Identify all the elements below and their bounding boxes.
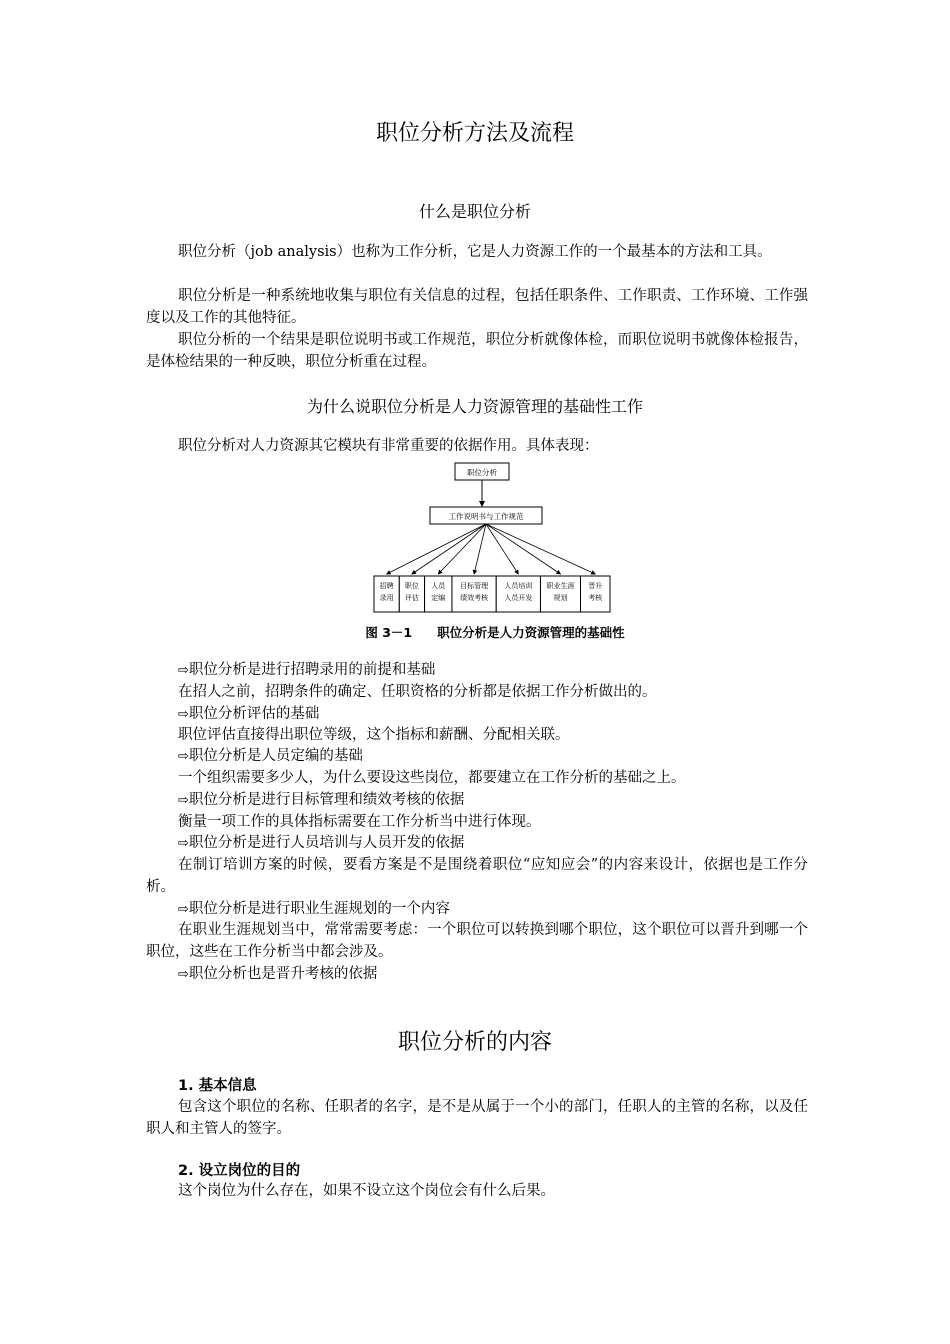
diagram-box-label: 招聘: [379, 582, 394, 590]
diagram-box-label: 规划: [553, 594, 568, 602]
diagram-bottom-boxes: [374, 576, 610, 612]
arrow-icon: ⇨: [178, 793, 189, 808]
arrow-icon: ⇨: [178, 902, 189, 917]
section-heading-content: 职位分析的内容: [397, 1030, 552, 1055]
diagram-box-label: 评估: [404, 594, 419, 602]
point-title: ⇨职位分析是人员定编的基础: [178, 748, 363, 764]
subsection-label: 2. 设立岗位的目的: [178, 1163, 301, 1179]
diagram-fan-arrows: [387, 524, 596, 574]
hr-foundation-diagram: [372, 462, 612, 614]
document-title: 职位分析方法及流程: [375, 121, 574, 146]
arrow-icon: ⇨: [178, 663, 189, 678]
diagram-box-label: 晋升: [588, 582, 603, 590]
paragraph: 职位分析对人力资源其它模块有非常重要的依据作用。具体表现：: [178, 438, 599, 454]
point-text: 职位评估直接得出职位等级，这个指标和薪酬、分配相关联。: [178, 727, 570, 743]
point-text: 一个组织需要多少人，为什么要设这些岗位，都要建立在工作分析的基础之上。: [178, 770, 686, 786]
paragraph: 包含这个职位的名称、任职者的名字，是不是从属于一个小的部门，任职人的主管的名称，以及任职人和主管人的签字。: [146, 1099, 808, 1137]
arrow-icon: ⇨: [178, 836, 189, 851]
point-title: ⇨职位分析评估的基础: [178, 706, 320, 722]
diagram-box-label: 人员培训: [504, 582, 533, 590]
diagram-box-label: 职业生涯: [546, 582, 575, 590]
arrow-icon: ⇨: [178, 967, 189, 982]
point-title: ⇨职位分析是进行招聘录用的前提和基础: [178, 662, 436, 678]
diagram-box-label: 定编: [431, 594, 446, 602]
diagram-box-label: 职位: [404, 582, 419, 590]
point-title: ⇨职位分析也是晋升考核的依据: [178, 966, 378, 982]
subsection-label: 1. 基本信息: [178, 1078, 257, 1094]
point-title: ⇨职位分析是进行人员培训与人员开发的依据: [178, 835, 465, 851]
diagram-arrow: [486, 524, 560, 574]
diagram-arrow: [474, 524, 486, 574]
point-text: 衡量一项工作的具体指标需要在工作分析当中进行体现。: [178, 814, 541, 830]
section-heading-why-basic: 为什么说职位分析是人力资源管理的基础性工作: [306, 397, 643, 416]
diagram-box-label: 人员开发: [504, 594, 533, 602]
diagram-box-label: 考核: [588, 594, 603, 602]
diagram-box-label: 人员: [431, 582, 446, 590]
diagram-top-label: 职位分析: [467, 468, 497, 477]
arrow-icon: ⇨: [178, 749, 189, 764]
point-title: ⇨职位分析是进行职业生涯规划的一个内容: [178, 901, 450, 917]
diagram-arrow: [387, 524, 486, 574]
diagram-svg: [372, 462, 612, 614]
paragraph: 职位分析（job analysis）也称为工作分析，它是人力资源工作的一个最基本的方法和工具。: [178, 244, 772, 260]
diagram-arrow: [412, 524, 486, 574]
point-text: 在招人之前，招聘条件的确定、任职资格的分析都是依据工作分析做出的。: [178, 684, 657, 700]
paragraph: 职位分析是一种系统地收集与职位有关信息的过程，包括任职条件、工作职责、工作环境、工作强度以及工作的其他特征。: [146, 288, 808, 326]
paragraph: 职位分析的一个结果是职位说明书或工作规范，职位分析就像体检，而职位说明书就像体检报告，是体检结果的一种反映，职位分析重在过程。: [146, 332, 808, 370]
diagram-arrow: [438, 524, 486, 574]
arrow-icon: ⇨: [178, 707, 189, 722]
point-title: ⇨职位分析是进行目标管理和绩效考核的依据: [178, 792, 465, 808]
point-text: 在职业生涯规划当中，常常需要考虑：一个职位可以转换到哪个职位，这个职位可以晋升到哪一个职位，这些在工作分析当中都会涉及。: [146, 922, 808, 960]
point-text: 在制订培训方案的时候，要看方案是不是围绕着职位“应知应会”的内容来设计，依据也是工作分析。: [146, 857, 808, 895]
diagram-box-label: 绩效考核: [460, 594, 489, 602]
section-heading-what-is: 什么是职位分析: [418, 202, 531, 221]
diagram-box-label: 目标管理: [460, 582, 489, 590]
paragraph: 这个岗位为什么存在，如果不设立这个岗位会有什么后果。: [178, 1183, 555, 1199]
diagram-middle-label: 工作说明书与工作规范: [448, 512, 524, 521]
figure-caption: 图 3－1 职位分析是人力资源管理的基础性: [365, 625, 625, 640]
diagram-box-label: 录用: [379, 594, 394, 602]
